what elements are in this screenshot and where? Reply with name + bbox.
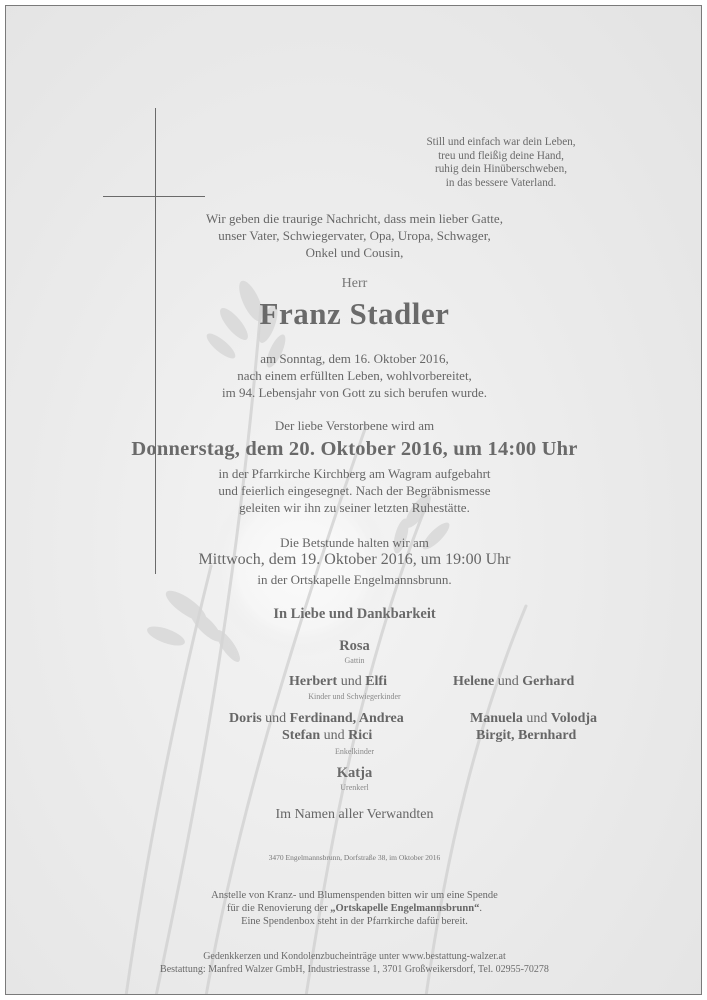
grandchild-name: Doris xyxy=(229,711,262,726)
place-date: 3470 Engelmannsbrunn, Dorfstraße 38, im Oktober 2016 xyxy=(268,853,441,862)
funeral-details xyxy=(6,465,702,516)
donation-period: . xyxy=(479,902,482,914)
gratitude-heading: In Liebe und Dankbarkeit xyxy=(273,606,436,622)
grandchild-pair-3 xyxy=(470,711,650,727)
death-notice xyxy=(6,350,702,401)
greatgrandchild-label: Urenkerl xyxy=(340,783,369,792)
footer xyxy=(6,950,702,976)
wife-label: Gattin xyxy=(344,656,365,665)
deceased-name: Franz Stadler xyxy=(259,296,450,331)
poem-line: treu und fleißig deine Hand, xyxy=(438,149,564,162)
grandchild-name: Rici xyxy=(348,728,373,743)
death-line: am Sonntag, dem 16. Oktober 2016, xyxy=(260,351,449,366)
grandchild-pair-2 xyxy=(282,728,422,744)
children-label: Kinder und Schwiegerkinder xyxy=(308,692,401,701)
obituary-frame xyxy=(5,5,702,995)
grandchild-name: Ferdinand, Andrea xyxy=(289,711,404,726)
poem-line: in das bessere Vaterland. xyxy=(445,176,557,189)
footer-line: Bestattung: Manfred Walzer GmbH, Industriestrasse 1, 3701 Großweikersdorf, Tel. 02955-70278 xyxy=(160,964,549,975)
funeral-line: und feierlich eingesegnet. Nach der Begräbnismesse xyxy=(218,483,491,498)
conjunction: und xyxy=(265,711,287,726)
poem-line: Still und einfach war dein Leben, xyxy=(426,136,576,148)
grandchild-name: Stefan xyxy=(282,728,321,743)
grandchild-name: Volodja xyxy=(550,711,598,726)
donation-chapel: „Ortskapelle Engelmannsbrunn“ xyxy=(330,902,480,914)
poem-line: ruhig dein Hinüberschweben, xyxy=(434,163,568,176)
announcement xyxy=(6,210,702,261)
conjunction: und xyxy=(497,674,519,689)
wife-name: Rosa xyxy=(339,638,370,654)
donation-line: Eine Spendenbox steht in der Pfarrkirche dafür bereit. xyxy=(241,915,468,927)
donation-line: Anstelle von Kranz- und Blumenspenden bitten wir um eine Spende xyxy=(211,890,498,901)
child-name: Helene xyxy=(453,674,495,689)
funeral-intro: Der liebe Verstorbene wird am xyxy=(274,418,435,433)
child-pair-1 xyxy=(289,674,449,690)
grandchild-name: Manuela xyxy=(470,711,523,726)
conjunction: und xyxy=(323,728,345,743)
poem xyxy=(411,136,591,190)
child-name: Herbert xyxy=(289,674,338,689)
grandchild-pair-1 xyxy=(229,711,479,727)
child-name: Elfi xyxy=(365,674,387,689)
death-line: nach einem erfüllten Leben, wohlvorbereitet, xyxy=(237,368,472,383)
honorific: Herr xyxy=(341,276,368,291)
child-name: Gerhard xyxy=(522,674,575,689)
announcement-line: unser Vater, Schwiegervater, Opa, Uropa, Schwager, xyxy=(218,228,491,243)
donation-text: für die Renovierung der xyxy=(227,902,328,914)
funeral-line: in der Pfarrkirche Kirchberg am Wagram aufgebahrt xyxy=(218,466,491,481)
footer-line: Gedenkkerzen und Kondolenzbucheinträge unter www.bestattung-walzer.at xyxy=(203,951,506,962)
greatgrandchild-name: Katja xyxy=(336,765,373,781)
prayer-intro: Die Betstunde halten wir am xyxy=(280,535,429,550)
announcement-line: Wir geben die traurige Nachricht, dass mein lieber Gatte, xyxy=(206,211,503,226)
conjunction: und xyxy=(526,711,548,726)
relatives-line: Im Namen aller Verwandten xyxy=(275,807,434,822)
child-pair-2 xyxy=(453,674,633,690)
prayer-place: in der Ortskapelle Engelmannsbrunn. xyxy=(257,572,452,587)
announcement-line: Onkel und Cousin, xyxy=(305,245,404,260)
grandchild-names-4 xyxy=(476,728,656,744)
prayer-date: Mittwoch, dem 19. Oktober 2016, um 19:00 Uhr xyxy=(198,551,511,568)
death-line: im 94. Lebensjahr von Gott zu sich berufen wurde. xyxy=(222,385,487,400)
conjunction: und xyxy=(340,674,362,689)
funeral-date: Donnerstag, dem 20. Oktober 2016, um 14:00 Uhr xyxy=(131,438,578,460)
grandchildren-label: Enkelkinder xyxy=(334,747,375,756)
donation-notice xyxy=(6,890,702,928)
grandchild-name: Birgit, Bernhard xyxy=(476,728,577,743)
donation-line xyxy=(6,903,702,916)
funeral-line: geleiten wir ihn zu seiner letzten Ruhestätte. xyxy=(239,500,470,515)
